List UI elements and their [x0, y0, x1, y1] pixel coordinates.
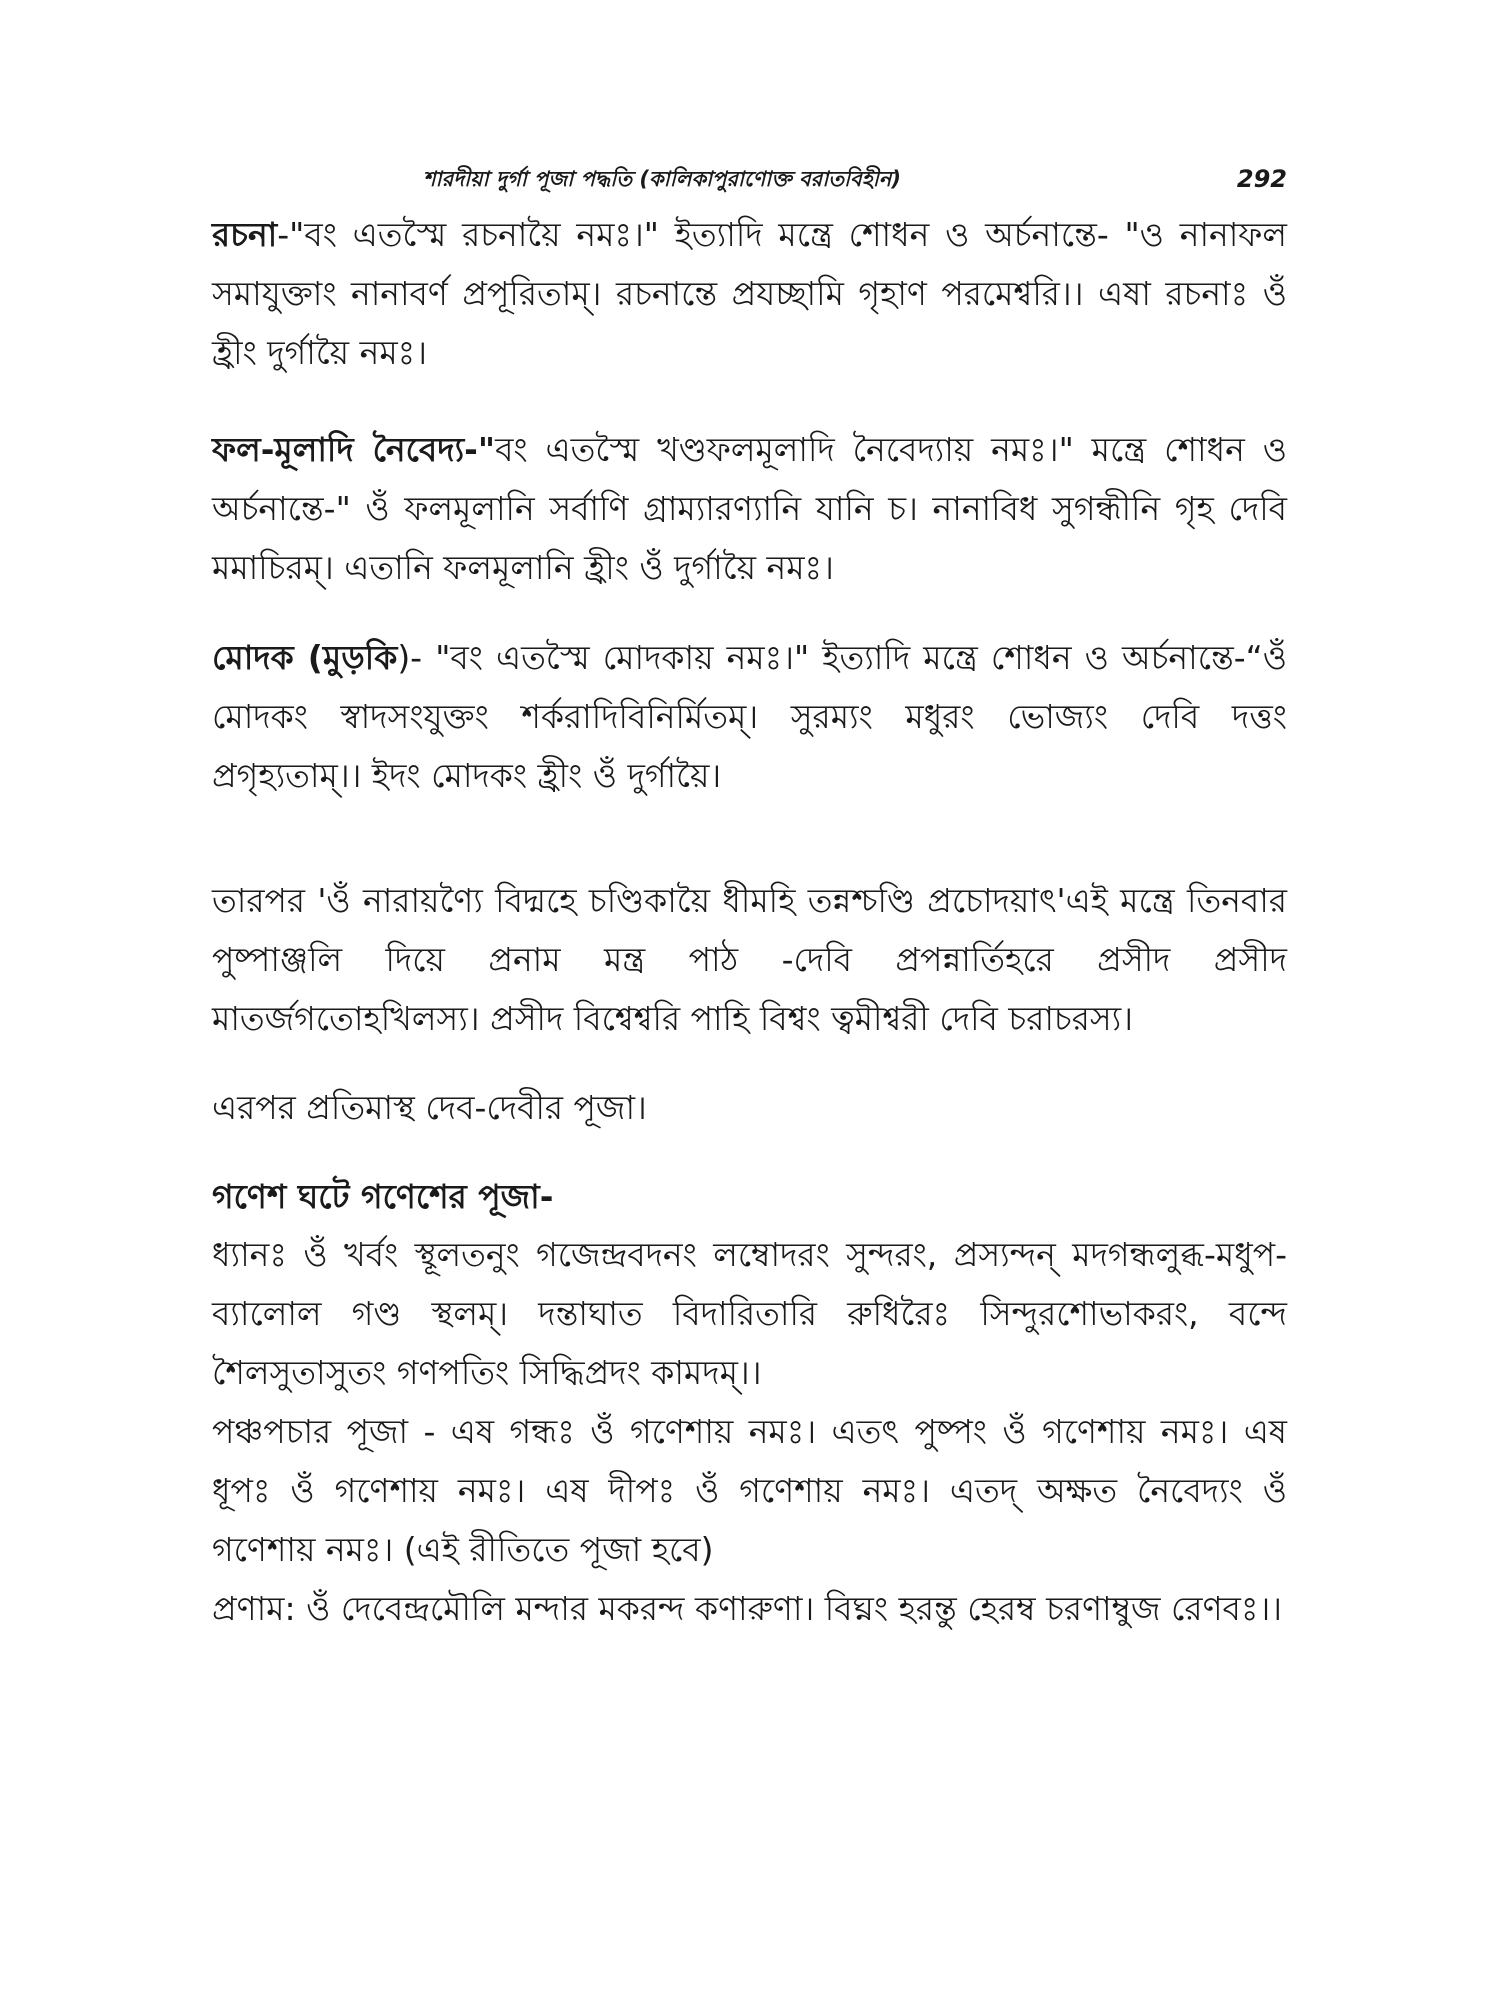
running-header [212, 160, 1287, 200]
ganesh-pranam-paragraph: প্রণাম: ওঁ দেবেন্দ্রমৌলি মন্দার মকরন্দ কণারুণা। বিঘ্নং হরন্তু হেরম্ব চরণাম্বুজ রেণবঃ।। [212, 1589, 1283, 1628]
pushpanjali-paragraph: তারপর 'ওঁ নারায়ণ্যৈ বিদ্মহে চণ্ডিকায়ৈ ধীমহি তন্নশ্চণ্ডি প্রচোদয়াৎ'এই মন্ত্রে তিনবার পুষ্পাঞ্জলি দিয়ে প্রনাম মন্ত্র পাঠ -দেবি প্রপন্নার্তিহরে প্রসীদ প্রসীদ মাতর্জগতোহখিলস্য। প্রসীদ বিশ্বেশ্বরি পাহি বিশ্বং ত্বমীশ্বরী দেবি চরাচরস্য। [212, 881, 1287, 1038]
rachana-text: -"বং এতস্মৈ রচনায়ৈ নমঃ।" ইত্যাদি মন্ত্রে শোধন ও অর্চনান্তে- "ও নানাফল সমাযুক্তাং নানাবর্ণ প্রপূরিতাম্। রচনান্তে প্রযচ্ছামি গৃহাণ পরমেশ্বরি।। এষা রচনাঃ ওঁ হ্রীং দুর্গায়ৈ নমঃ। [212, 215, 1287, 372]
phal-mooladi-label: ফল-মূলাদি নৈবেদ্য-" [212, 430, 496, 469]
rachana-label: রচনা [212, 215, 278, 254]
pratima-puja-paragraph: এরপর প্রতিমাস্থ দেব-দেবীর পূজা। [212, 1088, 647, 1127]
ganesh-dhyan-paragraph: ধ্যানঃ ওঁ খর্বং স্থূলতনুং গজেন্দ্রবদনং লম্বোদরং সুন্দরং, প্রস্যন্দন্ মদগন্ধলুব্ধ-মধুপ-ব্যালোল গণ্ড স্থলম্। দন্তাঘাত বিদারিতারি রুধিরৈঃ সিন্দুরশোভাকরং, বন্দে শৈলসুতাসুতং গণপতিং সিদ্ধিপ্রদং কামদম্।। [212, 1235, 1287, 1392]
rachana-paragraph [212, 205, 1287, 382]
ganesh-puja-heading: গণেশ ঘটে গণেশের পূজা- [212, 1177, 554, 1216]
header-title: শারদীয়া দুর্গা পূজা পদ্ধতি (কালিকাপুরাণোক্ত বরাতবিহীন) [423, 167, 901, 191]
modak-text: )- "বং এতস্মৈ মোদকায় নমঃ।" ইত্যাদি মন্ত্রে শোধন ও অর্চনান্তে-“ওঁ মোদকং স্বাদসংযুক্তং শর্করাদিবিনির্মিতম্। সুরম্যং মধুরং ভোজ্যং দেবি দত্তং প্রগৃহ্যতাম্।। ইদং মোদকং হ্রীং ওঁ দুর্গায়ৈ। [212, 638, 1287, 795]
modak-paragraph [212, 628, 1287, 805]
phal-mooladi-text: বং এতস্মৈ খণ্ডফলমূলাদি নৈবেদ্যায় নমঃ।" মন্ত্রে শোধন ও অর্চনান্তে-" ওঁ ফলমূলানি সর্বাণি গ্রাম্যারণ্যানি যানি চ। নানাবিধ সুগন্ধীনি গৃহ দেবি মমাচিরম্। এতানি ফলমূলানি হ্রীং ওঁ দুর্গায়ৈ নমঃ। [212, 430, 1287, 587]
page-body [212, 205, 1287, 1638]
ganesh-panchopachar-paragraph: পঞ্চপচার পূজা - এষ গন্ধঃ ওঁ গণেশায় নমঃ। এতৎ পুষ্পং ওঁ গণেশায় নমঃ। এষ ধূপঃ ওঁ গণেশায় নমঃ। এষ দীপঃ ওঁ গণেশায় নমঃ। এতদ্ অক্ষত নৈবেদ্যং ওঁ গণেশায় নমঃ। (এই রীতিতে পূজা হবে) [212, 1412, 1287, 1569]
page-number: 292 [1236, 165, 1287, 193]
modak-label: মোদক (মুড়কি [212, 638, 398, 677]
phal-mooladi-paragraph [212, 420, 1287, 597]
